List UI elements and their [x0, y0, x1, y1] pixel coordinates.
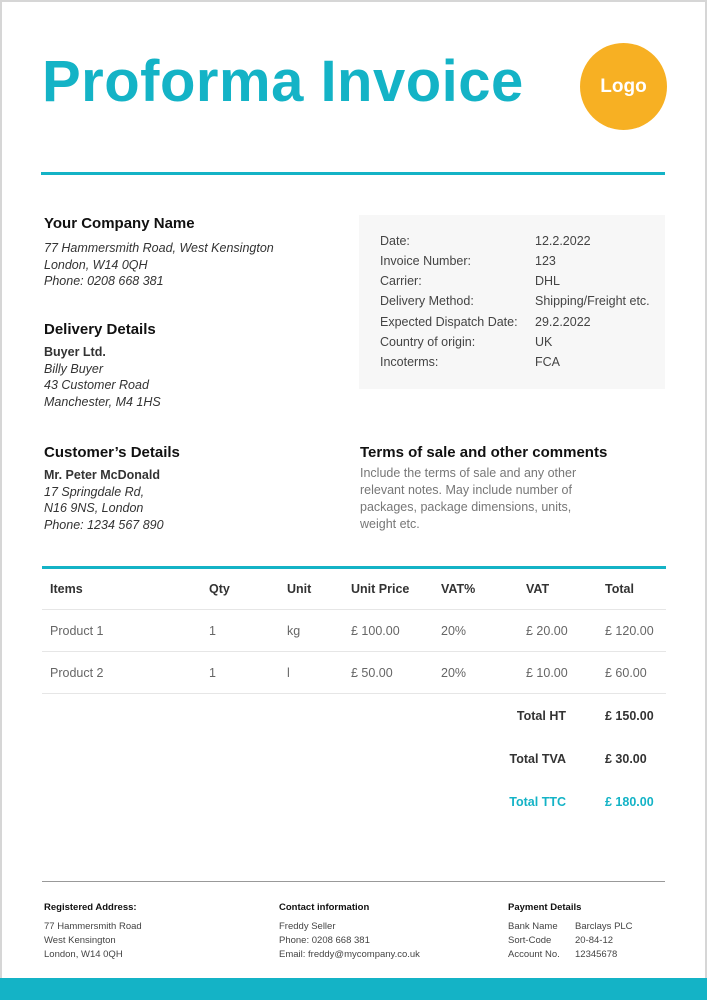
- cell-total: £ 60.00: [605, 665, 647, 680]
- customer-heading: Customer’s Details: [44, 444, 180, 461]
- company-heading: Your Company Name: [44, 215, 195, 232]
- cell-qty: 1: [209, 665, 216, 680]
- cell-vat: £ 10.00: [526, 665, 568, 680]
- cell-vat-percent: 20%: [441, 665, 467, 680]
- meta-value: FCA: [535, 355, 560, 369]
- invoice-meta-box: [359, 215, 665, 389]
- customer-phone: Phone: 1234 567 890: [44, 517, 164, 532]
- table-header-row: [42, 569, 666, 610]
- meta-label: Invoice Number:: [380, 254, 472, 268]
- footer-payment-details: [508, 901, 658, 962]
- payment-row-sort-code: [508, 934, 658, 948]
- total-tva-value: £ 30.00: [605, 752, 647, 766]
- meta-label: Expected Dispatch Date:: [380, 315, 518, 329]
- cell-unit: l: [287, 665, 290, 680]
- meta-value: UK: [535, 335, 553, 349]
- cell-vat: £ 20.00: [526, 623, 568, 638]
- table-row: [42, 610, 666, 652]
- registered-heading: Registered Address:: [44, 902, 137, 913]
- delivery-contact: Billy Buyer: [44, 361, 104, 376]
- footer-accent-bar: [0, 978, 707, 1000]
- footer-registered-address: [44, 901, 142, 962]
- total-ht-label: Total HT: [516, 709, 566, 723]
- meta-label: Delivery Method:: [380, 294, 474, 308]
- total-ht-row: [42, 709, 666, 729]
- account-value: 12345678: [575, 949, 618, 960]
- total-tva-label: Total TVA: [509, 752, 566, 766]
- delivery-company: Buyer Ltd.: [44, 345, 106, 359]
- company-address-line2: London, W14 0QH: [44, 257, 148, 272]
- header-vat: VAT: [526, 582, 550, 596]
- cell-item: Product 2: [50, 665, 104, 680]
- cell-total: £ 120.00: [605, 623, 654, 638]
- meta-value: DHL: [535, 274, 561, 288]
- total-ht-value: £ 150.00: [605, 709, 654, 723]
- delivery-block: [44, 321, 161, 410]
- contact-phone: Phone: 0208 668 381: [279, 935, 370, 946]
- cell-unit-price: £ 50.00: [351, 665, 393, 680]
- terms-body: Include the terms of sale and any other relevant notes. May include number of packages, package dimensions, units, weight etc.: [360, 466, 577, 531]
- sort-code-value: 20-84-12: [575, 935, 614, 946]
- header-vat-percent: VAT%: [441, 582, 476, 596]
- total-ttc-row: [42, 795, 666, 815]
- customer-block: [44, 444, 180, 533]
- cell-unit-price: £ 100.00: [351, 623, 400, 638]
- terms-heading: Terms of sale and other comments: [360, 444, 608, 461]
- items-table: [42, 569, 666, 694]
- registered-line3: London, W14 0QH: [44, 949, 123, 960]
- company-block: [44, 215, 274, 290]
- delivery-address-line2: Manchester, M4 1HS: [44, 394, 161, 409]
- contact-email: Email: freddy@mycompany.co.uk: [279, 949, 420, 960]
- account-label: Account No.: [508, 949, 560, 960]
- cell-vat-percent: 20%: [441, 623, 467, 638]
- customer-name: Mr. Peter McDonald: [44, 468, 160, 482]
- payment-row-account: [508, 948, 658, 962]
- meta-value: 12.2.2022: [535, 234, 591, 248]
- contact-name: Freddy Seller: [279, 921, 336, 932]
- delivery-address-line1: 43 Customer Road: [44, 378, 149, 392]
- delivery-heading: Delivery Details: [44, 321, 156, 338]
- customer-address-line1: 17 Springdale Rd,: [44, 484, 145, 499]
- header-total: Total: [605, 582, 634, 596]
- header-qty: Qty: [209, 582, 230, 596]
- meta-label: Country of origin:: [380, 335, 476, 349]
- header-items: Items: [50, 582, 83, 596]
- total-ttc-value: £ 180.00: [605, 795, 654, 809]
- cell-qty: 1: [209, 623, 216, 638]
- document-title: Proforma Invoice: [42, 49, 524, 114]
- header-divider: [41, 172, 665, 175]
- customer-address-line2: N16 9NS, London: [44, 501, 144, 515]
- company-phone: Phone: 0208 668 381: [44, 274, 164, 288]
- meta-label: Incoterms:: [380, 355, 439, 369]
- total-tva-row: [42, 752, 666, 772]
- meta-label: Carrier:: [380, 274, 422, 288]
- meta-value: Shipping/Freight etc.: [535, 294, 650, 308]
- sort-code-label: Sort-Code: [508, 935, 552, 946]
- company-address-line1: 77 Hammersmith Road, West Kensington: [44, 241, 274, 255]
- logo-text: Logo: [600, 75, 647, 97]
- contact-heading: Contact information: [279, 902, 370, 913]
- meta-value: 29.2.2022: [535, 315, 591, 329]
- meta-value: 123: [535, 254, 556, 268]
- meta-label: Date:: [380, 234, 410, 248]
- footer-contact-info: [279, 901, 420, 962]
- cell-unit: kg: [287, 623, 301, 638]
- terms-block: [360, 444, 607, 533]
- bank-value: Barclays PLC: [575, 921, 633, 932]
- header-unit-price: Unit Price: [351, 582, 410, 596]
- logo-badge: [580, 43, 667, 130]
- cell-item: Product 1: [50, 623, 104, 638]
- payment-heading: Payment Details: [508, 902, 582, 913]
- registered-line1: 77 Hammersmith Road: [44, 921, 142, 932]
- bank-label: Bank Name: [508, 921, 558, 932]
- footer-divider: [42, 881, 665, 882]
- registered-line2: West Kensington: [44, 935, 116, 946]
- payment-row-bank: [508, 920, 658, 934]
- table-row: [42, 652, 666, 694]
- header-unit: Unit: [287, 582, 312, 596]
- total-ttc-label: Total TTC: [509, 795, 566, 809]
